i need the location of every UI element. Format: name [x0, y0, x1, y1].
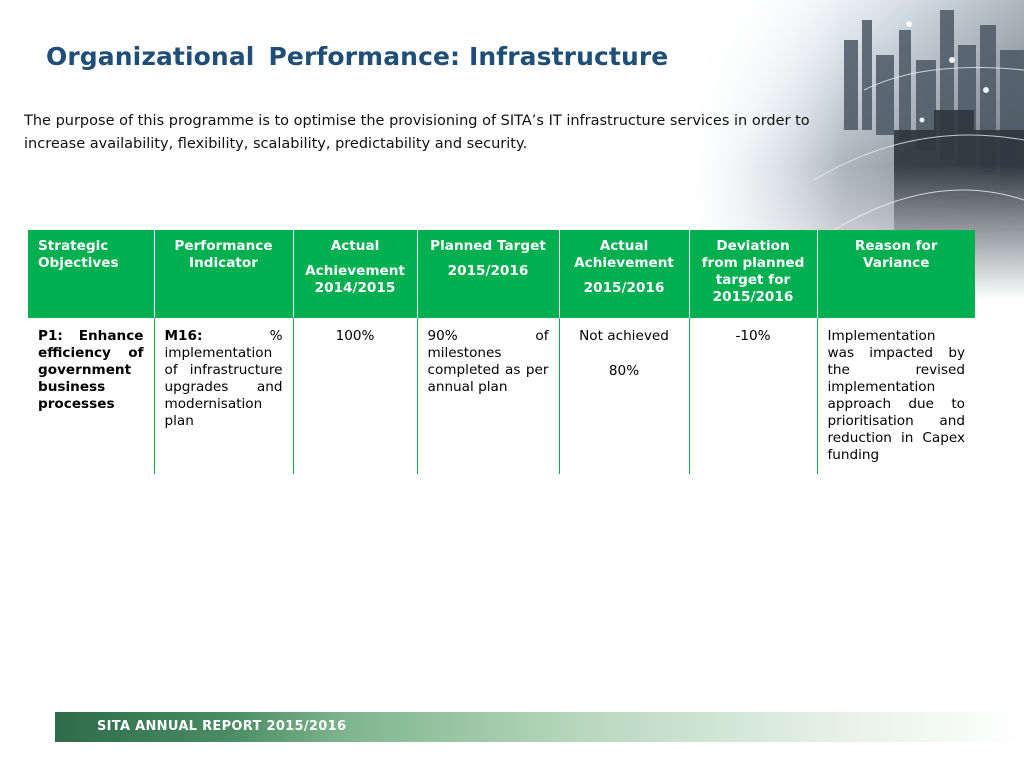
- performance-table: [28, 230, 975, 474]
- header-actual-achievement-2015-line1: Actual Achievement: [574, 238, 674, 271]
- indicator-text: % implementation of infrastructure upgrades and modernisation plan: [164, 328, 283, 429]
- header-strategic-objectives: Strategic Objectives: [28, 230, 154, 318]
- report-footer: [55, 712, 1024, 742]
- indicator-code: M16:: [164, 328, 203, 344]
- cell-deviation: -10%: [689, 318, 817, 474]
- header-actual-achievement-2015-line2: 2015/2016: [583, 280, 665, 296]
- header-planned-target: [417, 230, 559, 318]
- actual-achievement-value: 80%: [608, 363, 640, 379]
- header-actual-achievement-2014: [293, 230, 417, 318]
- cell-actual-achievement-2014: 100%: [293, 318, 417, 474]
- cell-actual-achievement-2015: [559, 318, 689, 474]
- footer-label: SITA ANNUAL REPORT 2015/2016: [97, 719, 347, 734]
- header-actual-achievement-2014-line1: Actual: [330, 238, 380, 254]
- programme-purpose-text: The purpose of this programme is to optimise the provisioning of SITA’s IT infrastructure services in order to increase availability, flexibility, scalability, predictability and security.: [24, 113, 810, 152]
- table-header-row: [28, 230, 975, 318]
- header-planned-target-line2: 2015/2016: [447, 263, 529, 279]
- header-actual-achievement-2014-line2: Achievement 2014/2015: [305, 263, 405, 296]
- header-actual-achievement-2015: [559, 230, 689, 318]
- cell-performance-indicator: [154, 318, 293, 474]
- table-row: [28, 318, 975, 474]
- cell-strategic-objective: P1: Enhance efficiency of government business processes: [28, 318, 154, 474]
- cell-reason-for-variance: Implementation was impacted by the revised implementation approach due to prioritisation and reduction in Capex funding: [827, 328, 965, 463]
- actual-achievement-status: Not achieved: [579, 328, 669, 344]
- page-title: [46, 42, 668, 71]
- header-reason-for-variance: Reason for Variance: [817, 230, 975, 318]
- header-planned-target-line1: Planned Target: [430, 238, 546, 254]
- page-title-part2: Performance: Infrastructure: [268, 42, 669, 71]
- page-title-part1: Organizational: [46, 42, 255, 71]
- cell-planned-target: 90% of milestones completed as per annual plan: [417, 318, 559, 474]
- header-performance-indicator: Performance Indicator: [154, 230, 293, 318]
- header-deviation: Deviation from planned target for 2015/2016: [689, 230, 817, 318]
